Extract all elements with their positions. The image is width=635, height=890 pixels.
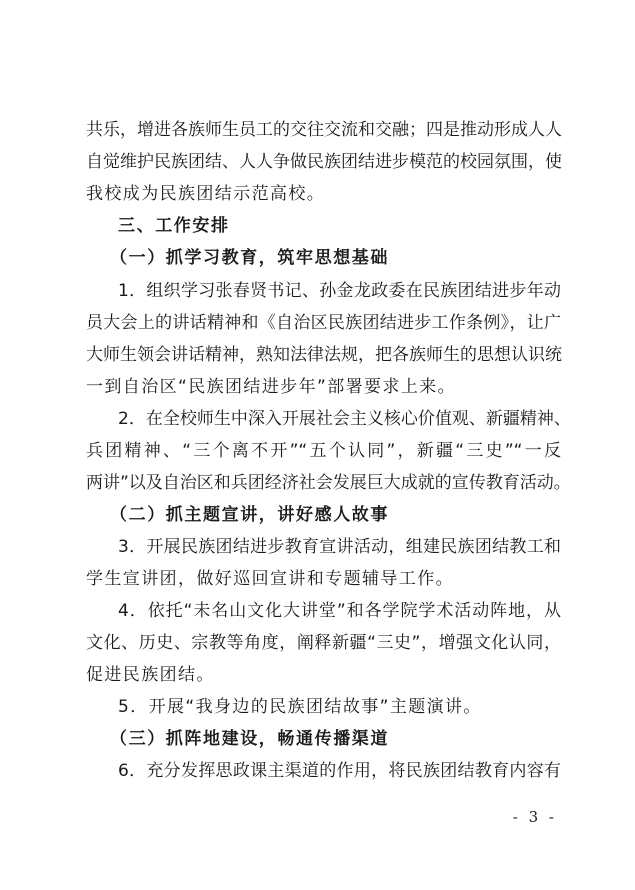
paragraph-line: 1．组织学习张春贤书记、孙金龙政委在民族团结进步年动 (118, 281, 561, 301)
paragraph-line: 学生宣讲团，做好巡回宣讲和专题辅导工作。 (86, 569, 454, 589)
paragraph-line: 6．充分发挥思政课主渠道的作用，将民族团结教育内容有 (118, 761, 561, 781)
paragraph-line: 自觉维护民族团结、人人争做民族团结进步模范的校园氛围，使 (86, 152, 562, 172)
paragraph-line: 2．在全校师生中深入开展社会主义核心价值观、新疆精神、 (118, 409, 571, 429)
subsection-heading: （二）抓主题宣讲，讲好感人故事 (110, 505, 389, 525)
paragraph-line: 员大会上的讲话精神和《自治区民族团结进步工作条例》，让广 (86, 313, 561, 333)
subsection-heading: （一）抓学习教育，筑牢思想基础 (110, 248, 389, 268)
paragraph-line: 我校成为民族团结示范高校。 (86, 184, 326, 204)
paragraph-line: 4．依托“未名山文化大讲堂”和各学院学术活动阵地，从 (118, 601, 561, 621)
paragraph-line: 一到自治区“民族团结进步年”部署要求上来。 (86, 377, 457, 397)
paragraph-line: 5．开展“我身边的民族团结故事”主题演讲。 (118, 697, 482, 717)
paragraph-line: 共乐，增进各族师生员工的交往交流和交融；四是推动形成人人 (86, 120, 562, 140)
paragraph-line: 两讲”以及自治区和兵团经济社会发展巨大成就的宣传教育活动。 (86, 473, 571, 493)
page-number: - 3 - (512, 808, 557, 826)
section-heading: 三、工作安排 (118, 216, 230, 236)
paragraph-line: 文化、历史、宗教等角度，阐释新疆“三史”，增强文化认同， (86, 633, 561, 653)
paragraph-line: 大师生领会讲话精神，熟知法律法规，把各族师生的思想认识统 (86, 345, 562, 365)
subsection-heading: （三）抓阵地建设，畅通传播渠道 (110, 729, 389, 749)
paragraph-line: 3．开展民族团结进步教育宣讲活动，组建民族团结教工和 (118, 537, 561, 557)
paragraph-line: 促进民族团结。 (86, 665, 215, 685)
paragraph-line: 兵团精神、“三个离不开”“五个认同”，新疆“三史”“一反 (86, 441, 561, 461)
